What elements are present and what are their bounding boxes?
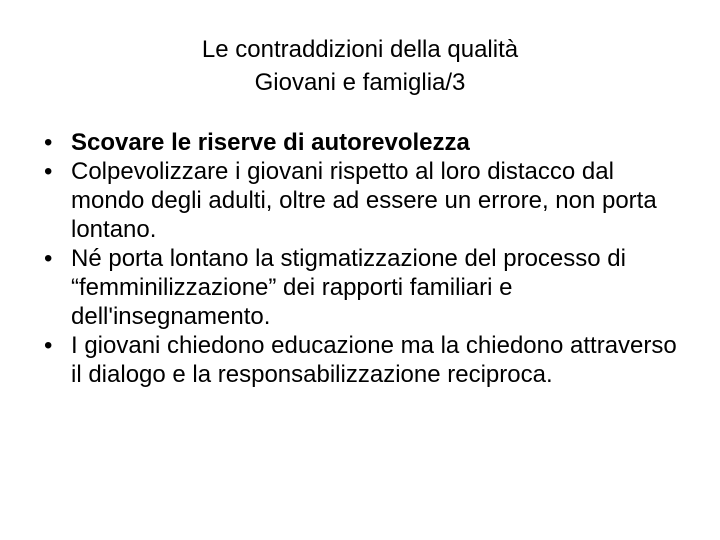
title-line-1: Le contraddizioni della qualità (201, 36, 519, 63)
bullet-item-1 (44, 128, 684, 157)
bullet-icon: • (44, 158, 53, 185)
bullet-text: Colpevolizzare i giovani rispetto al loro distacco dal mondo degli adulti, oltre ad essere un errore, non porta lontano. (71, 158, 657, 243)
bullet-item-4 (44, 331, 684, 389)
title-line-2: Giovani e famiglia/3 (254, 69, 466, 96)
bullet-item-3 (44, 244, 684, 331)
bullet-icon: • (44, 245, 53, 272)
bullet-text: Né porta lontano la stigmatizzazione del processo di “femminilizzazione” dei rapporti familiari e dell'insegnamento. (71, 245, 626, 330)
bullet-text: I giovani chiedono educazione ma la chiedono attraverso il dialogo e la responsabilizzazione reciproca. (71, 332, 677, 388)
bullet-list (44, 128, 684, 389)
bullet-text: Scovare le riserve di autorevolezza (71, 129, 470, 156)
bullet-item-2 (44, 157, 684, 244)
slide-title (0, 33, 720, 99)
bullet-icon: • (44, 129, 53, 156)
bullet-icon: • (44, 332, 53, 359)
